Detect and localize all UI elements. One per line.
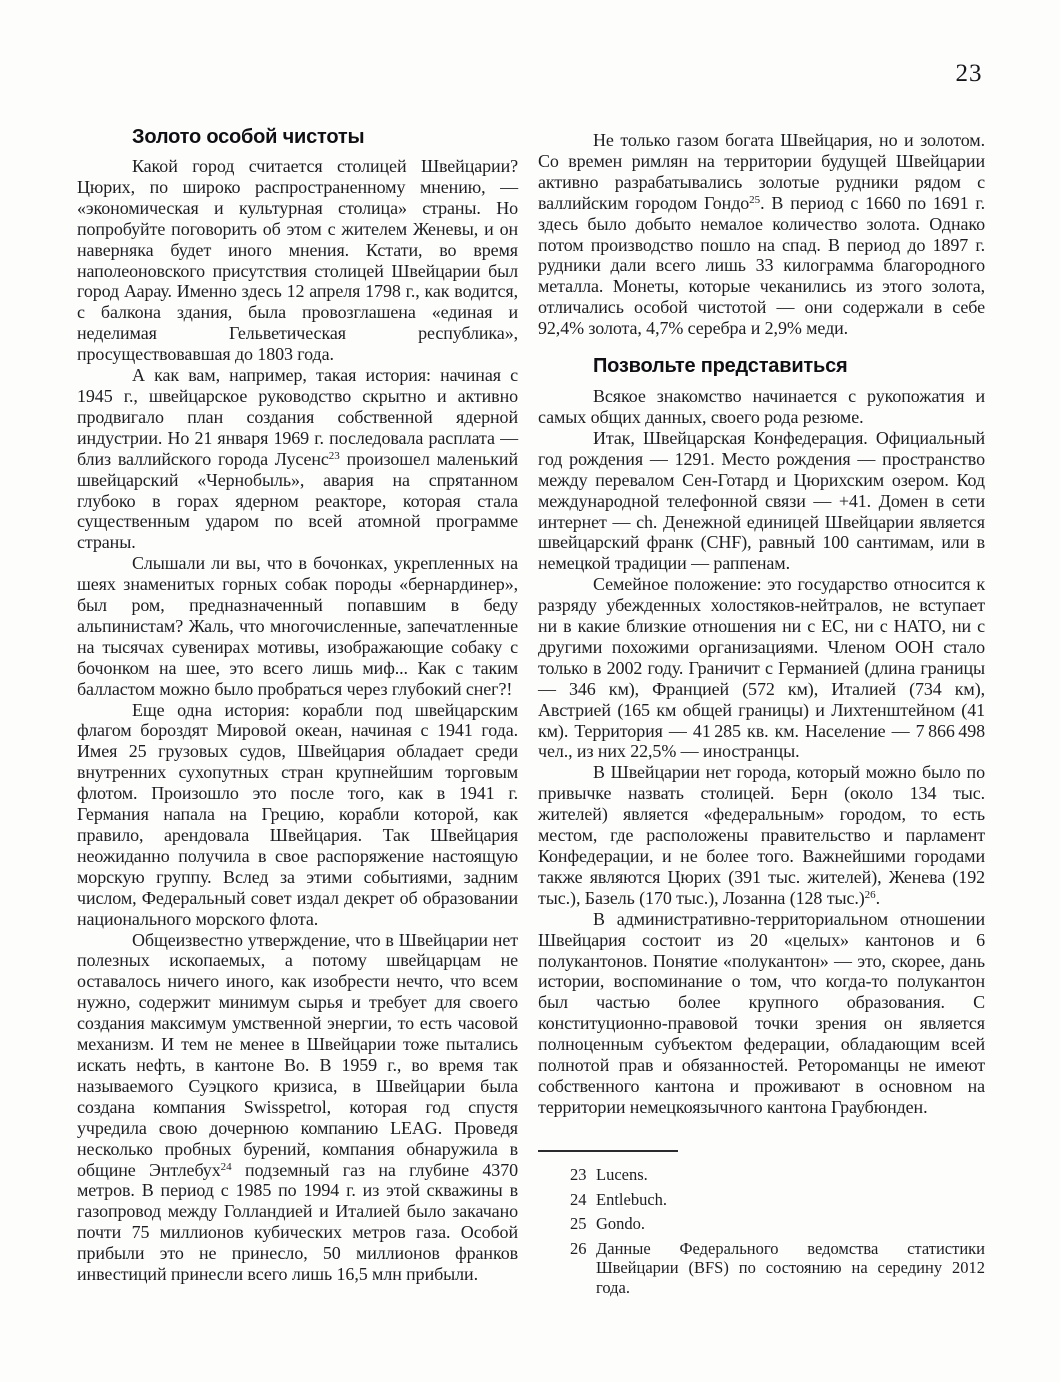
footnotes-list bbox=[538, 1165, 985, 1297]
section-heading-gold: Золото особой чистоты bbox=[132, 126, 365, 148]
left-column bbox=[77, 126, 518, 1285]
footnote-text: Entlebuch. bbox=[596, 1189, 668, 1209]
footnote-number: 23 bbox=[570, 1165, 587, 1184]
footnote-marker: 26 bbox=[864, 888, 876, 901]
footnote-item bbox=[538, 1239, 985, 1298]
page-number: 23 bbox=[955, 60, 983, 87]
paragraph: В административно-территориальном отношении Швейцария состоит из 20 «целых» кантонов и 6 полукантонов. Понятие «полукантон» — это, скорее, дань истории, воспоминание о том, что когда-то полукантон был частью более крупного образования. С конституционно-правовой точки зрения он является полноценным субъектом федерации, обладающим всей полнотой прав и обязанностей. Ретороманцы не имеют собственного кантона и проживают в основном на территории немецкоязычного кантона Граубюнден. bbox=[538, 908, 985, 1117]
section-heading-introduce: Позвольте представиться bbox=[593, 355, 848, 378]
footnote-item bbox=[538, 1214, 985, 1234]
paragraph: Семейное положение: это государство относится к разряду убежденных холостяков-нейтралов, не вступает ни в какие близкие отношения ни с ЕС, ни с НАТО, ни с другими похожими организациями. Членом ООН стало только в 2002 году. Граничит с Германией (длина границы — 346 км), Францией (572 км), Италией (734 км), Австрией (165 км общей границы) и Лихтенштейном (41 км). Территория — 41 285 кв. км. Население — 7 866 498 чел., из них 22,5% — иностранцы. bbox=[538, 574, 985, 762]
paragraph: Не только газом богата Швейцария, но и золотом. Со времен римлян на территории будущей Швейцарии активно разрабатывались золотые рудники рядом с валлийским городом Гондо$^{25}$. В период с 1660 по 1691 г. здесь было добыто немалое количество золота. Однако потом производство пошло на спад. В период до 1897 г. рудники дали всего лишь 33 килограмма благородного металла. Монеты, которые чеканились из этого золота, отличались особой чистотой — они содержали в себе 92,4% золота, 4,7% серебра и 2,9% меди. bbox=[538, 130, 985, 339]
left-column-paragraphs bbox=[77, 156, 518, 1285]
footnote-separator bbox=[538, 1150, 678, 1152]
paragraph: В Швейцарии нет города, который можно было по привычке назвать столицей. Берн (около 134 тыс. жителей) является «федеральным» городом, то есть местом, где расположены правительство и парламент Конфедерации, и не более того. Важнейшими городами также являются Цюрих (391 тыс. жителей), Женева (192 тыс.), Базель (170 тыс.), Лозанна (128 тыс.)$^{26}$. bbox=[538, 762, 985, 908]
right-column bbox=[538, 130, 985, 1118]
right-column-paragraphs-top bbox=[538, 130, 985, 339]
footnote-marker: 25 bbox=[749, 193, 761, 206]
paragraph: Еще одна история: корабли под швейцарским флагом бороздят Мировой океан, начиная с 1941 года. Имея 25 грузовых судов, Швейцария обладает среди внутренних сухопутных стран крупнейшим торговым флотом. Произошло это после того, как в 1941 г. Германия напала на Грецию, корабли которой, как правило, арендовала Швейцария. Так Швейцария неожиданно получила в свое распоряжение настоящую морскую группу. Вслед за этими событиями, задним числом, Федеральный совет издал декрет об образовании национального морского флота. bbox=[77, 699, 518, 929]
footnote-number: 24 bbox=[570, 1189, 587, 1209]
footnote-marker: 23 bbox=[328, 449, 340, 462]
footnotes bbox=[538, 1150, 985, 1302]
paragraph: Общеизвестно утверждение, что в Швейцарии нет полезных ископаемых, а потому швейцарцам не оставалось ничего иного, как изобрести нечто, что всем нужно, содержит минимум сырья и требует для своего создания максимум умственной энергии, то есть часовой механизм. И тем не менее в Швейцарии тоже пытались искать нефть, в кантоне Во. В 1959 г., во время так называемого Суэцкого кризиса, в Швейцарии была создана компания Swisspetrol, которая год спустя учредила свою дочернюю компанию LEAG. Проведя несколько пробных бурений, компания обнаружила в общине Энтлебух$^{24}$ подземный газ на глубине 4370 метров. В период с 1985 по 1994 г. из этой скважины в газопровод между Голландией и Италией было закачано почти 75 миллионов кубических метров газа. Особой прибыли это не принесло, 50 миллионов франков инвестиций принесли всего лишь 16,5 млн прибыли. bbox=[77, 929, 519, 1285]
paragraph: Слышали ли вы, что в бочонках, укрепленных на шеях знаменитых горных собак породы «бернардинер», был ром, предназначенный попавшим в беду альпинистам? Жаль, что многочисленные, запечатленные на тысячах сувенирах мотивы, изображающие собаку с бочонком на шее, это всего лишь миф... Как с таким балластом можно было пробраться через глубокий снег?! bbox=[77, 553, 518, 699]
paragraph: Итак, Швейцарская Конфедерация. Официальный год рождения — 1291. Место рождения — пространство между перевалом Сен-Готард и Цюрихским озером. Код международной телефонной связи — +41. Домен в сети интернет — ch. Денежной единицей Швейцарии является швейцарский франк (CHF), равный 100 сантимам, или в немецкой традиции — раппенам. bbox=[538, 427, 985, 574]
footnote-text: Lucens. bbox=[596, 1165, 648, 1184]
paragraph: Какой город считается столицей Швейцарии? Цюрих, по широко распространенному мнению, — «экономическая и культурная столица» страны. Но попробуйте поговорить об этом с жителем Женевы, и он наверняка будет иного мнения. Кстати, во время наполеоновского присутствия столицей Швейцарии был город Аарау. Именно здесь 12 апреля 1798 г., как водится, с балкона здания, была провозглашена «единая и неделимая Гельветическая республика», просуществовавшая до 1803 года. bbox=[77, 156, 518, 365]
paragraph: Всякое знакомство начинается с рукопожатия и самых общих данных, своего рода резюме. bbox=[538, 386, 985, 427]
footnote-text: Gondo. bbox=[596, 1214, 646, 1233]
footnote-text: Данные Федерального ведомства статистики Швейцарии (BFS) по состоянию на середину 2012 года. bbox=[596, 1238, 985, 1297]
right-column-paragraphs-bottom bbox=[538, 386, 985, 1118]
paragraph: А как вам, например, такая история: начиная с 1945 г., швейцарское руководство скрытно и активно продвигало план создания собственной ядерной индустрии. Но 21 января 1969 г. последовала расплата — близ валлийского города Лусенс$^{23}$ произошел маленький швейцарский «Чернобыль», авария на спрятанном глубоко в горах ядерном реакторе, которая стала существенным ударом по всей атомной программе страны. bbox=[77, 365, 518, 553]
footnote-marker: 24 bbox=[220, 1160, 232, 1173]
footnote-number: 25 bbox=[570, 1214, 587, 1233]
footnote-number: 26 bbox=[570, 1238, 587, 1258]
footnote-item bbox=[538, 1165, 985, 1185]
footnote-item bbox=[538, 1190, 985, 1210]
